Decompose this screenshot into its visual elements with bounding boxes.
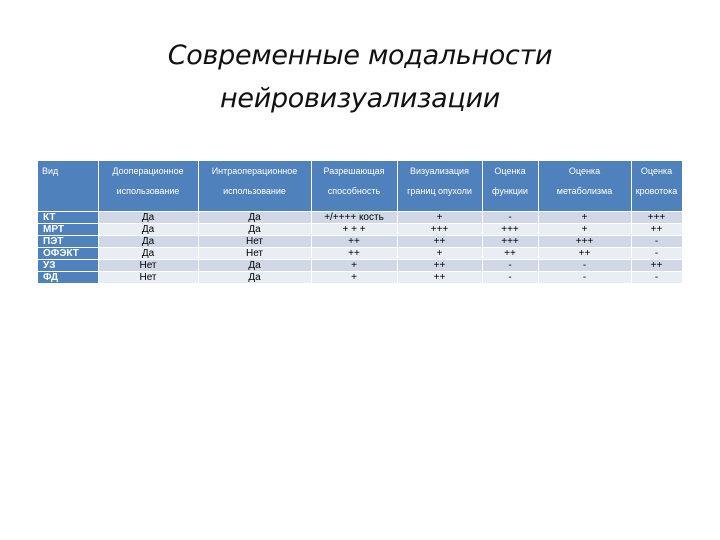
table-cell: ++ [397,272,482,284]
table-cell: - [482,272,538,284]
table-cell: ++ [538,248,631,260]
slide-title-line-2: нейровизуализации [220,83,500,114]
table-cell: + + + [311,224,397,236]
table-cell: ++ [482,248,538,260]
table-cell: Нет [98,272,198,284]
header-cell-blood-flow: Оценка кровотока [631,161,682,212]
table-row [38,272,682,284]
table-cell: + [397,248,482,260]
table-row [38,248,682,260]
header-cell-tumor-borders: Визуализация границ опухоли [397,161,482,212]
header-cell-vid: Вид [38,161,98,212]
header-cell-metabolism: Оценка метаболизма [538,161,631,212]
table-row [38,224,682,236]
table-cell: + [311,260,397,272]
table-cell: Нет [98,260,198,272]
table-row [38,236,682,248]
table-cell: Да [198,224,311,236]
table-cell: +/++++ кость [311,212,397,224]
table-cell: Нет [198,248,311,260]
table-cell: Да [98,224,198,236]
row-header-cell: МРТ [38,224,98,236]
table-cell: + [538,212,631,224]
header-cell-intraop: Интраоперационное использование [198,161,311,212]
table-cell: ++ [397,260,482,272]
table-cell: Да [198,272,311,284]
header-cell-resolution: Разрешающая способность [311,161,397,212]
table-cell: Да [98,248,198,260]
table-cell: - [631,272,682,284]
row-header-cell: ОФЭКТ [38,248,98,260]
table-cell: + [538,224,631,236]
table-cell: +++ [482,224,538,236]
table-header-row [38,161,682,212]
table-cell: Да [198,260,311,272]
row-header-cell: ПЭТ [38,236,98,248]
table-cell: +++ [482,236,538,248]
table-cell: +++ [538,236,631,248]
table-cell: +++ [631,212,682,224]
table-cell: ++ [397,236,482,248]
table-cell: ++ [311,248,397,260]
header-cell-function: Оценка функции [482,161,538,212]
table-cell: + [311,272,397,284]
table-cell: - [631,236,682,248]
table-cell: ++ [631,224,682,236]
header-cell-preop: Дооперационное использование [98,161,198,212]
table-cell: Да [98,236,198,248]
row-header-cell: ФД [38,272,98,284]
table-cell: - [482,212,538,224]
table-cell: +++ [397,224,482,236]
table-cell: ++ [631,260,682,272]
table-cell: Нет [198,236,311,248]
slide-title [0,34,720,120]
table-cell: + [397,212,482,224]
row-header-cell: КТ [38,212,98,224]
table-cell: Да [198,212,311,224]
table-cell: - [631,248,682,260]
slide-title-line-1: Современные модальности [167,40,553,71]
row-header-cell: УЗ [38,260,98,272]
table-row [38,212,682,224]
table-cell: - [482,260,538,272]
table-cell: - [538,272,631,284]
table-cell: Да [98,212,198,224]
modalities-table [38,161,683,283]
table-row [38,260,682,272]
table-cell: - [538,260,631,272]
table-cell: ++ [311,236,397,248]
